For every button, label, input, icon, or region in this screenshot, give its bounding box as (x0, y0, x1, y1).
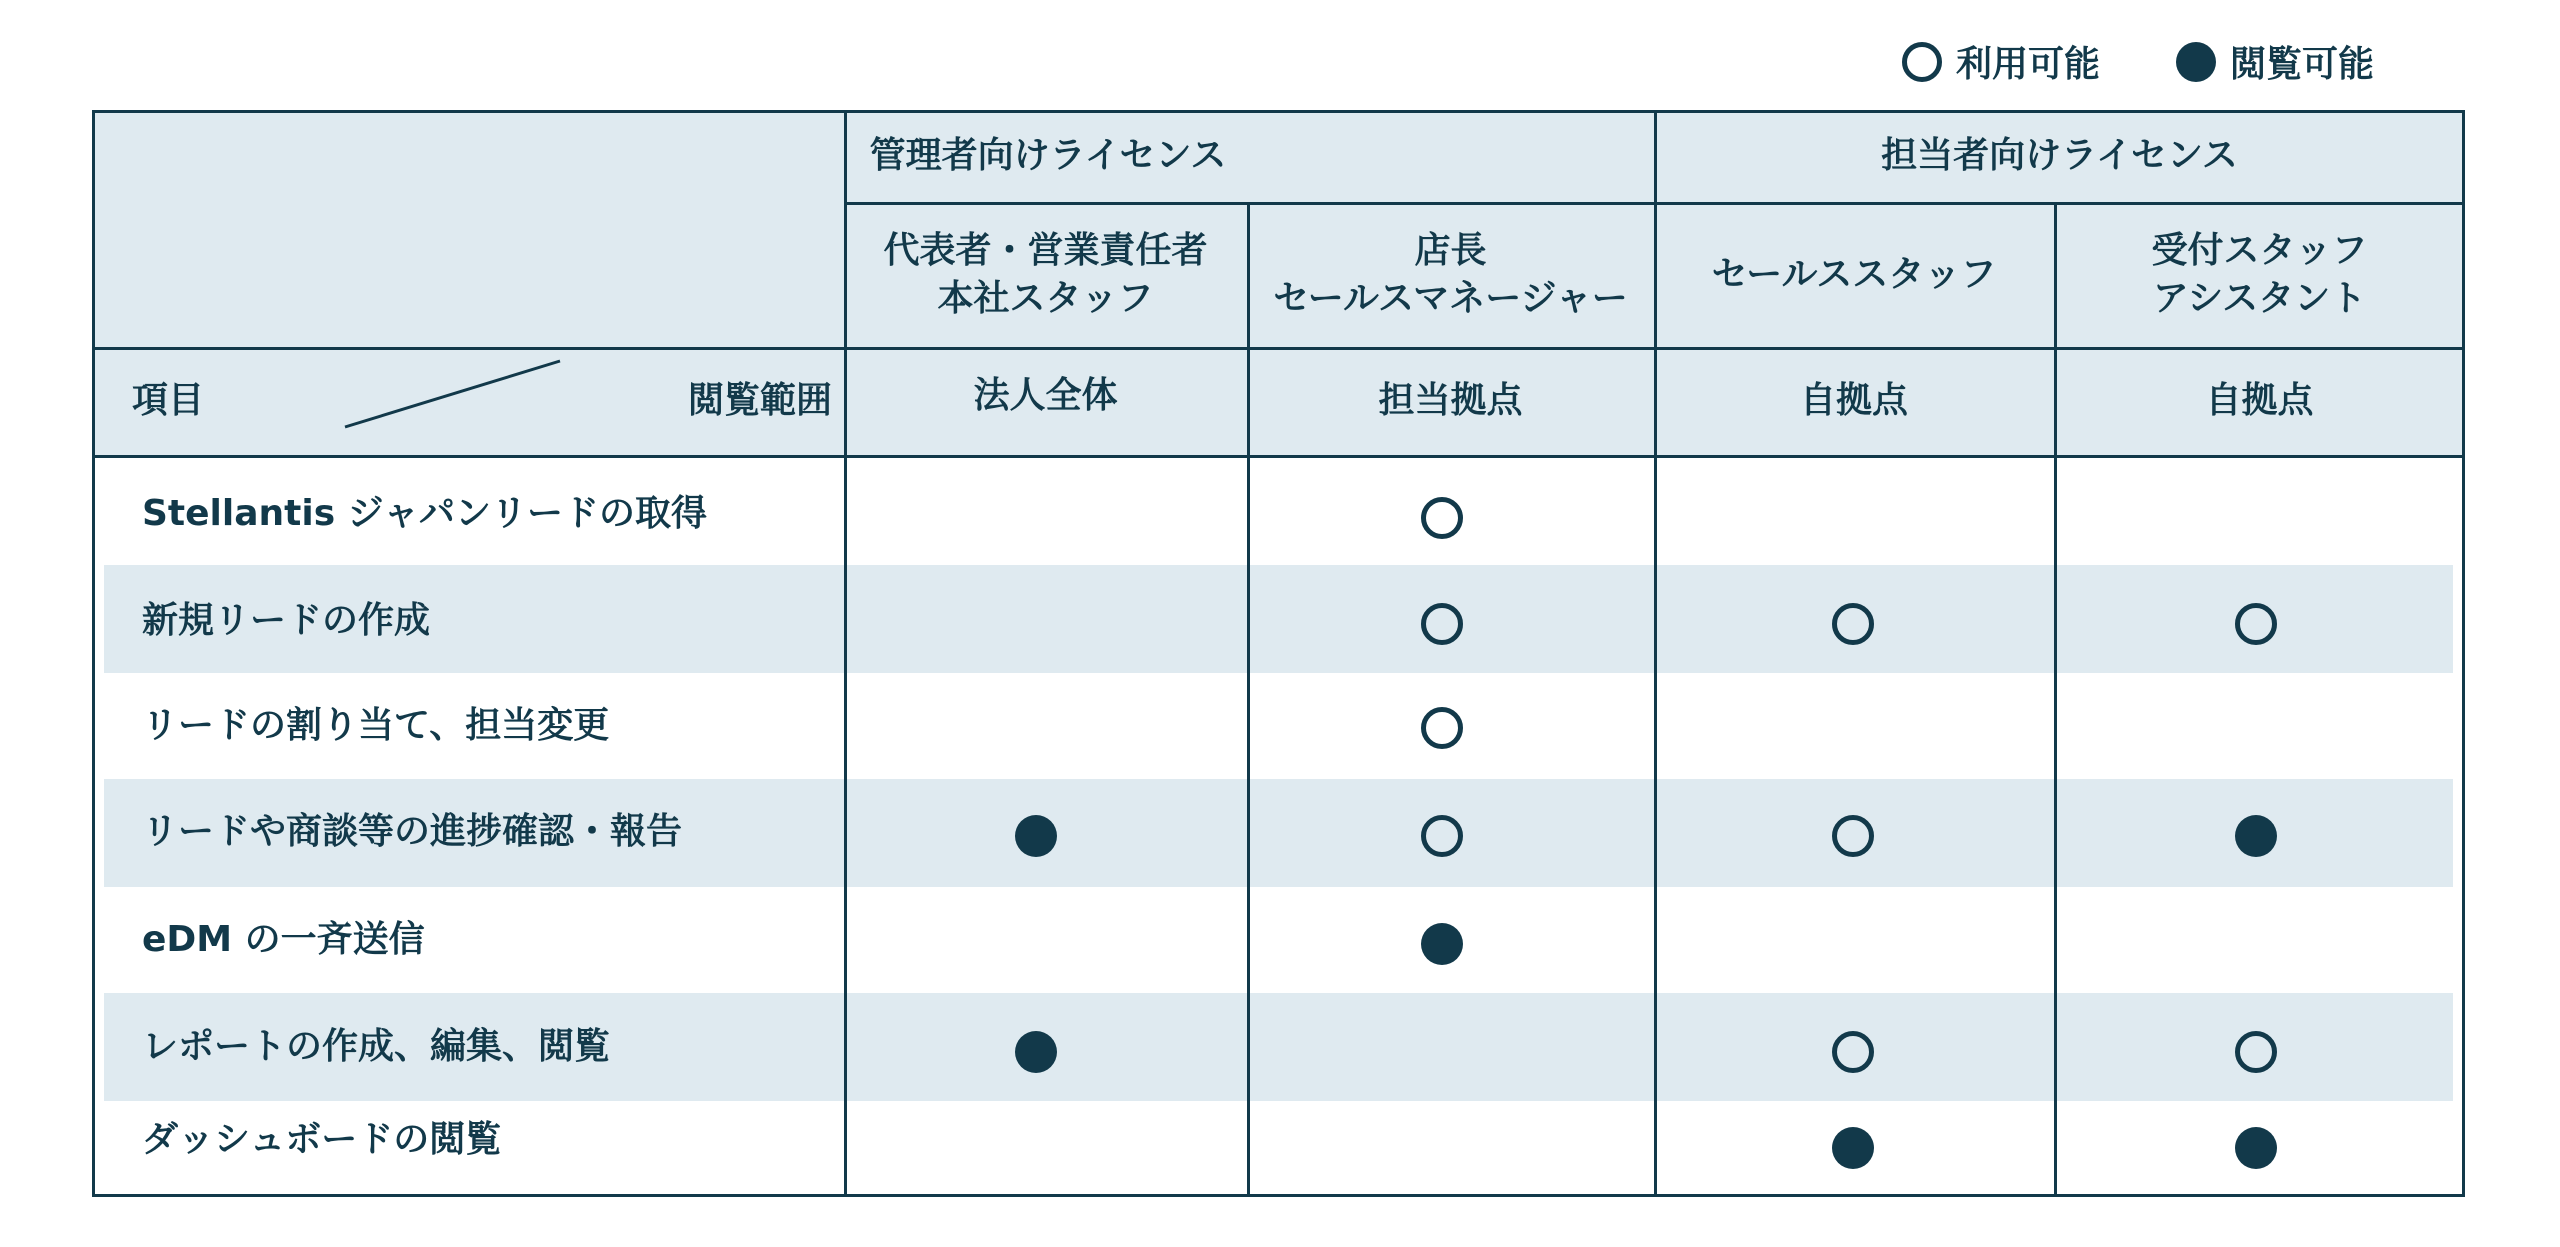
scope-header: 自拠点 (2205, 380, 2314, 421)
scope-header: 自拠点 (1799, 380, 1908, 421)
row-item-label: リードの割り当て、担当変更 (142, 704, 610, 746)
corner-item-label: 項目 (132, 380, 205, 421)
corner-diagonal (92, 347, 844, 455)
group-header-admin-wrap (844, 110, 1654, 202)
legend-item-viewable (2176, 36, 2374, 87)
open-circle-icon (2226, 594, 2286, 654)
row-item-label: eDM の一斉送信 (142, 918, 425, 960)
scope-header: 法人全体 (973, 375, 1118, 416)
mark-symbol (1421, 497, 1463, 539)
row-item-label: 新規リードの作成 (142, 599, 431, 641)
legend-label: 利用可能 (1955, 44, 2100, 85)
open-circle-icon (1823, 1022, 1883, 1082)
mark-symbol (1832, 1031, 1874, 1073)
mark-symbol (2235, 1127, 2277, 1169)
mark-symbol (1421, 923, 1463, 965)
legend-label: 閲覧可能 (2229, 44, 2374, 85)
mark-symbol (1015, 815, 1057, 857)
row-item-label: レポートの作成、編集、閲覧 (142, 1025, 611, 1067)
table-border-left (92, 110, 95, 1197)
row-item-label: Stellantis ジャパンリードの取得 (142, 492, 707, 534)
filled-circle-icon (2226, 1118, 2286, 1178)
open-circle-icon (1412, 698, 1472, 758)
mark-symbol (1421, 707, 1463, 749)
open-circle-icon (1902, 42, 1942, 82)
open-circle-icon (1412, 806, 1472, 866)
mark-symbol (2235, 815, 2277, 857)
role-header: セールススタッフ (1711, 253, 1997, 295)
filled-circle-icon (1006, 1022, 1066, 1082)
table-border-bottom (92, 1194, 2465, 1197)
mark-symbol (1832, 603, 1874, 645)
header-divider (844, 202, 2465, 205)
column-divider (1247, 202, 1250, 1197)
open-circle-icon (1412, 488, 1472, 548)
header-divider (92, 347, 2465, 350)
column-divider (1654, 110, 1657, 1197)
filled-circle-icon (1006, 806, 1066, 866)
legend (1826, 36, 2374, 87)
header-divider (92, 455, 2465, 458)
open-circle-icon (1823, 806, 1883, 866)
mark-symbol (2235, 1031, 2277, 1073)
column-divider (2054, 202, 2057, 1197)
scope-header: 担当拠点 (1378, 380, 1523, 421)
table-border-top (92, 110, 2465, 113)
mark-symbol (1421, 815, 1463, 857)
filled-circle-icon (2176, 42, 2216, 82)
open-circle-icon (2226, 1022, 2286, 1082)
filled-circle-icon (1412, 914, 1472, 974)
row-item-label: ダッシュボードの閲覧 (142, 1118, 502, 1160)
filled-circle-icon (1823, 1118, 1883, 1178)
mark-symbol (2235, 603, 2277, 645)
table-border-right (2462, 110, 2465, 1197)
mark-symbol (1421, 603, 1463, 645)
filled-circle-icon (2226, 806, 2286, 866)
legend-item-available (1902, 36, 2100, 87)
role-header: 代表者・営業責任者 本社スタッフ (883, 229, 1208, 319)
mark-symbol (1015, 1031, 1057, 1073)
row-band (104, 565, 2453, 673)
role-header: 受付スタッフ アシスタント (2151, 229, 2368, 319)
open-circle-icon (1412, 594, 1472, 654)
group-header-admin: 管理者向けライセンス (869, 135, 1227, 176)
column-divider (844, 110, 847, 1197)
row-item-label: リードや商談等の進捗確認・報告 (142, 810, 683, 852)
role-header: 店長 セールスマネージャー (1273, 229, 1628, 319)
corner-scope-label: 閲覧範囲 (687, 380, 832, 421)
license-permission-table (92, 110, 2465, 1197)
mark-symbol (1832, 815, 1874, 857)
group-header-staff: 担当者向けライセンス (1881, 135, 2238, 176)
mark-symbol (1832, 1127, 1874, 1169)
open-circle-icon (1823, 594, 1883, 654)
